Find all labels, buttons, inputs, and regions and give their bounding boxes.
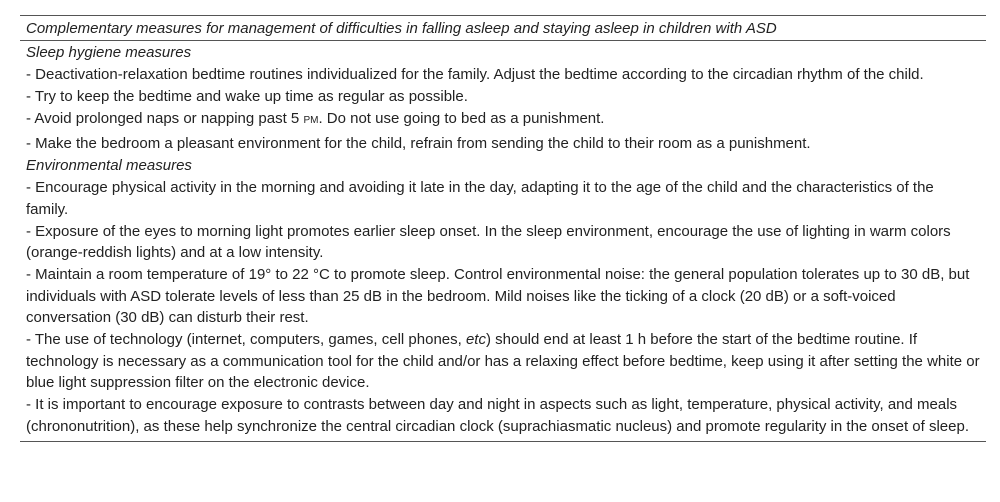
table-row: - Exposure of the eyes to morning light promotes earlier sleep onset. In the sleep environment, encourage the use of lighting in warm colors (orange-reddish lights) and at a low intensity. xyxy=(26,222,951,262)
row-text: ) should end at least 1 h before the start of the bedtime routine. If technology is necessary as a communication tool for the child and/or has a relaxing effect before bedtime, keep using it after setting the white or blue light suppression filter on the electronic device. xyxy=(26,331,980,391)
table-row: - Deactivation-relaxation bedtime routines individualized for the family. Adjust the bedtime according to the circadian rhythm of the child. xyxy=(26,65,924,83)
table-row: - Maintain a room temperature of 19° to 22 °C to promote sleep. Control environmental noise: the general population tolerates up to 30 dB, but individuals with ASD tolerate levels of less than 25 dB in the bedroom. Mild noises like the ticking of a clock (20 dB) or a soft-voiced conversation (30 dB) can disturb their rest. xyxy=(26,266,970,327)
recommendations-table xyxy=(20,15,986,442)
time-suffix: PM xyxy=(303,115,319,127)
row-text: - The use of technology (internet, computers, games, cell phones, xyxy=(26,331,466,349)
table-row: - Encourage physical activity in the morning and avoiding it late in the day, adapting it to the age of the child and the characteristics of the family. xyxy=(26,179,934,218)
table-row: - Make the bedroom a pleasant environment for the child, refrain from sending the child to their room as a punishment. xyxy=(26,134,811,152)
section-heading-environmental: Environmental measures xyxy=(26,156,192,174)
table-row: - It is important to encourage exposure to contrasts between day and night in aspects such as light, temperature, physical activity, and meals (chrononutrition), as these help synchronize the central circadian clock (suprachiasmatic nucleus) and promote regularity in the onset of sleep. xyxy=(26,396,969,435)
row-text: - Avoid prolonged naps or napping past 5 xyxy=(26,110,304,128)
table-row: - Try to keep the bedtime and wake up time as regular as possible. xyxy=(26,88,468,106)
table-row xyxy=(20,108,986,132)
italic-term: etc xyxy=(465,331,486,349)
table-title: Complementary measures for management of difficulties in falling asleep and staying asleep in children with ASD xyxy=(20,16,986,41)
table-row xyxy=(20,329,986,394)
row-text: . Do not use going to bed as a punishment. xyxy=(318,110,605,128)
section-heading-sleep-hygiene: Sleep hygiene measures xyxy=(26,43,192,61)
table-body xyxy=(20,41,986,441)
